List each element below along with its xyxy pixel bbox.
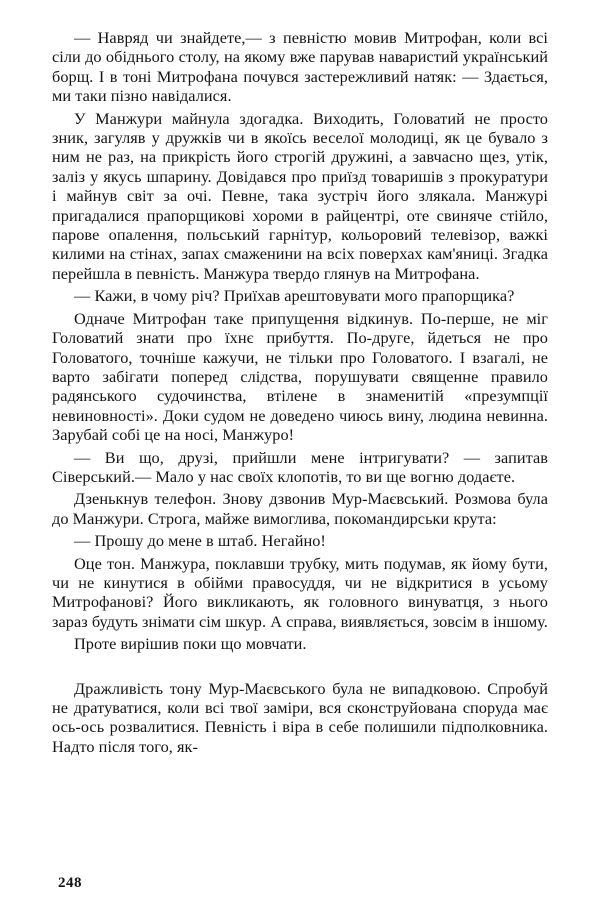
paragraph-9: Проте вирішив поки що мовчати. — [74, 634, 307, 654]
paragraph-7: — Прошу до мене в штаб. Негайно! — [74, 531, 326, 551]
paragraph-6: Дзенькнув телефон. Знову дзвонив Мур-Маєвський. Розмова була до Манжури. Строга, майже вимоглива, покомандирськи крута: — [52, 489, 548, 528]
paragraph-8: Оце тон. Манжура, поклавши трубку, мить подумав, як йому бути, чи не кинутися в обійми правосуддя, чи не відкритися в усьому Митрофанові? Його викликають, як головного винуватця, з нього зараз будуть знімати сім шкур. А справа, виявляється, зовсім в іншому. — [52, 553, 548, 631]
book-page — [52, 28, 548, 756]
paragraph-5: — Ви що, друзі, прийшли мене інтригувати? — запитав Сіверський.— Мало у нас своїх клопотів, то ви ще вогню додаєте. — [52, 447, 548, 486]
paragraph-10: Дражливість тону Мур-Маєвського була не випадковою. Спробуй не дратуватися, коли всі твої заміри, вся сконструйована споруда має ось-ось розвалитися. Певність і віра в себе полишили підполковника. Надто після того, як- — [52, 678, 548, 756]
page-number: 248 — [58, 875, 82, 891]
paragraph-1: — Навряд чи знайдете,— з певністю мовив Митрофан, коли всі сіли до обіднього столу, на якому вже парував наваристий український борщ. І в тоні Митрофана почувся застережливий натяк: — Здається, ми таки пізно навідалися. — [52, 28, 548, 106]
paragraph-2: У Манжури майнула здогадка. Виходить, Головатий не просто зник, загуляв у дружків чи в якоїсь веселої молодиці, як це бувало з ним не раз, на прикрість його строгій дружині, а завчасно щез, утік, заліз у якусь шпарину. Довідався про приїзд товаришів з прокуратури і майнув світ за очі. Певне, така зустріч його злякала. Манжурі пригадалися прапорщикові хороми в райцентрі, оте свиняче стійло, парове опалення, польський гарнітур, кольоровий телевізор, важкі килими на стінах, запах смаженини на всіх поверхах кам'яниці. Згадка перейшла в певність. Манжура твердо глянув на Митрофана. — [52, 108, 548, 283]
paragraph-4: Одначе Митрофан таке припущення відкинув. По-перше, не міг Головатий знати про їхнє прибуття. По-друге, йдеться не про Головатого, точніше кажучи, не тільки про Головатого. І взагалі, не варто забігати поперед слідства, порушувати священне правило радянського судочинства, втілене в знаменитій «презумпції невиновності». Доки судом не доведено чиюсь вину, людина невинна. Зарубай собі це на носі, Манжуро! — [52, 308, 548, 445]
paragraph-3: — Кажи, в чому річ? Приїхав арештовувати мого прапорщика? — [74, 286, 515, 306]
